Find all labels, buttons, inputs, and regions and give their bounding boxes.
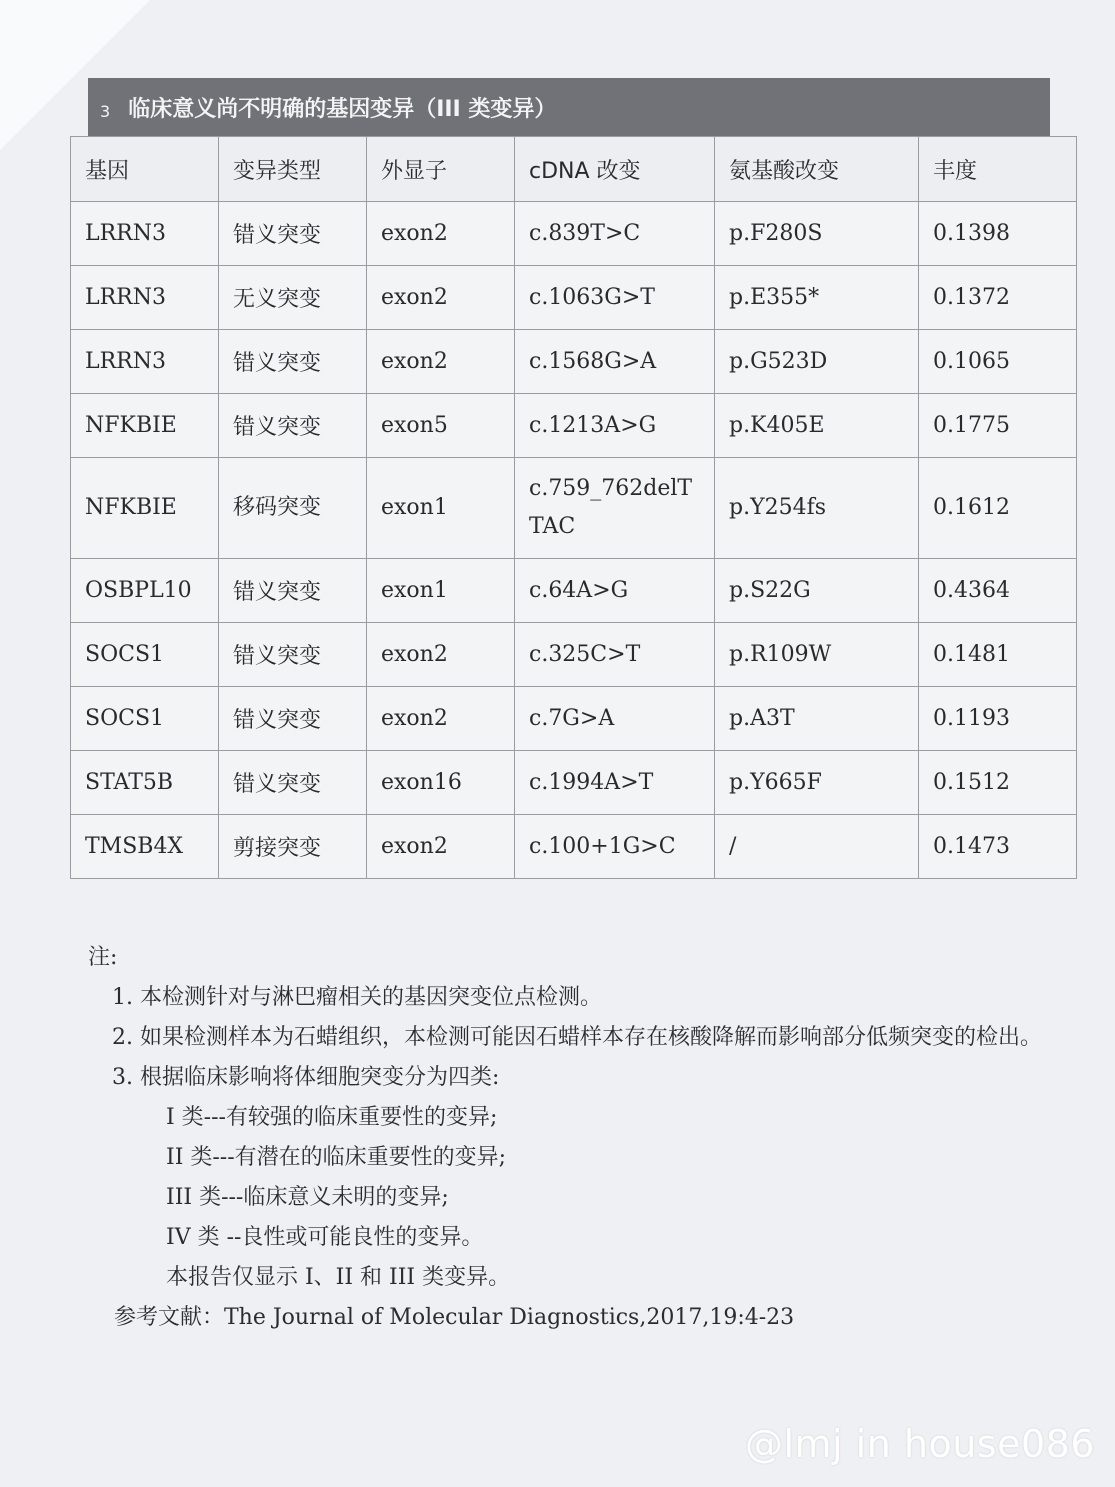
section-number: 3 — [100, 101, 111, 121]
cell-amino-acid: p.E355* — [715, 266, 919, 330]
cell-cdna: c.100+1G>C — [515, 815, 715, 879]
cell-cdna: c.1568G>A — [515, 330, 715, 394]
cell-cdna: c.325C>T — [515, 623, 715, 687]
cell-gene: NFKBIE — [71, 458, 219, 559]
cell-variant-type: 错义突变 — [219, 687, 367, 751]
cell-exon: exon16 — [367, 751, 515, 815]
table-row — [71, 687, 1077, 751]
cell-amino-acid: p.G523D — [715, 330, 919, 394]
note-class-1: I 类---有较强的临床重要性的变异; — [166, 1105, 498, 1130]
cell-cdna: c.1994A>T — [515, 751, 715, 815]
cell-variant-type: 错义突变 — [219, 202, 367, 266]
notes-label: 注: — [88, 945, 118, 970]
cell-amino-acid: p.K405E — [715, 394, 919, 458]
cell-exon: exon2 — [367, 330, 515, 394]
cell-gene: SOCS1 — [71, 623, 219, 687]
cell-exon: exon1 — [367, 559, 515, 623]
cell-amino-acid: p.F280S — [715, 202, 919, 266]
notes-section — [88, 938, 1078, 1338]
cell-abundance: 0.1372 — [919, 266, 1077, 330]
cell-gene: SOCS1 — [71, 687, 219, 751]
note-class-4: IV 类 --良性或可能良性的变异。 — [166, 1225, 484, 1250]
cell-gene: TMSB4X — [71, 815, 219, 879]
cell-cdna: c.7G>A — [515, 687, 715, 751]
cell-abundance: 0.1065 — [919, 330, 1077, 394]
header-amino-acid-change: 氨基酸改变 — [715, 137, 919, 202]
note-class-3: III 类---临床意义未明的变异; — [166, 1185, 449, 1210]
cell-gene: LRRN3 — [71, 266, 219, 330]
cell-cdna: c.839T>C — [515, 202, 715, 266]
header-exon: 外显子 — [367, 137, 515, 202]
table-header-row — [71, 137, 1077, 202]
watermark: @lmj in house086 — [744, 1422, 1095, 1466]
cell-variant-type: 移码突变 — [219, 458, 367, 559]
cell-variant-type: 错义突变 — [219, 394, 367, 458]
cell-amino-acid: p.S22G — [715, 559, 919, 623]
cell-exon: exon1 — [367, 458, 515, 559]
note-item-2: 2. 如果检测样本为石蜡组织，本检测可能因石蜡样本存在核酸降解而影响部分低频突变的检出。 — [112, 1025, 1042, 1050]
cell-variant-type: 错义突变 — [219, 330, 367, 394]
cell-abundance: 0.1775 — [919, 394, 1077, 458]
table-row — [71, 394, 1077, 458]
section-header — [88, 78, 1050, 136]
cell-abundance: 0.1612 — [919, 458, 1077, 559]
variants-table — [70, 136, 1077, 879]
note-item-1: 1. 本检测针对与淋巴瘤相关的基因突变位点检测。 — [112, 985, 602, 1010]
cell-cdna: c.1063G>T — [515, 266, 715, 330]
cell-exon: exon5 — [367, 394, 515, 458]
table-row — [71, 559, 1077, 623]
table-row — [71, 623, 1077, 687]
cell-amino-acid: p.Y254fs — [715, 458, 919, 559]
note-report-scope: 本报告仅显示 I、II 和 III 类变异。 — [166, 1265, 511, 1290]
header-variant-type: 变异类型 — [219, 137, 367, 202]
cell-abundance: 0.1398 — [919, 202, 1077, 266]
cell-variant-type: 剪接突变 — [219, 815, 367, 879]
cell-exon: exon2 — [367, 815, 515, 879]
cell-variant-type: 错义突变 — [219, 751, 367, 815]
cell-amino-acid: / — [715, 815, 919, 879]
table-row — [71, 202, 1077, 266]
header-cdna-change: cDNA 改变 — [515, 137, 715, 202]
note-item-3: 3. 根据临床影响将体细胞突变分为四类: — [112, 1065, 500, 1090]
cell-exon: exon2 — [367, 266, 515, 330]
cell-amino-acid: p.Y665F — [715, 751, 919, 815]
cell-gene: OSBPL10 — [71, 559, 219, 623]
reference: 参考文献：The Journal of Molecular Diagnostics,2017,19:4-23 — [114, 1305, 795, 1330]
table-row — [71, 815, 1077, 879]
cell-cdna: c.759_762delTTAC — [515, 458, 715, 559]
cell-exon: exon2 — [367, 623, 515, 687]
table-row — [71, 330, 1077, 394]
cell-abundance: 0.1481 — [919, 623, 1077, 687]
cell-gene: LRRN3 — [71, 202, 219, 266]
cell-exon: exon2 — [367, 202, 515, 266]
header-abundance: 丰度 — [919, 137, 1077, 202]
cell-exon: exon2 — [367, 687, 515, 751]
cell-abundance: 0.1473 — [919, 815, 1077, 879]
note-class-2: II 类---有潜在的临床重要性的变异; — [166, 1145, 507, 1170]
table-row — [71, 458, 1077, 559]
cell-variant-type: 错义突变 — [219, 559, 367, 623]
section-title: 临床意义尚不明确的基因变异（III 类变异） — [128, 96, 557, 122]
cell-gene: STAT5B — [71, 751, 219, 815]
cell-cdna: c.64A>G — [515, 559, 715, 623]
header-gene: 基因 — [71, 137, 219, 202]
cell-variant-type: 无义突变 — [219, 266, 367, 330]
cell-abundance: 0.1512 — [919, 751, 1077, 815]
cell-cdna: c.1213A>G — [515, 394, 715, 458]
table-row — [71, 751, 1077, 815]
cell-gene: NFKBIE — [71, 394, 219, 458]
cell-gene: LRRN3 — [71, 330, 219, 394]
cell-abundance: 0.4364 — [919, 559, 1077, 623]
cell-abundance: 0.1193 — [919, 687, 1077, 751]
cell-variant-type: 错义突变 — [219, 623, 367, 687]
table-row — [71, 266, 1077, 330]
cell-amino-acid: p.A3T — [715, 687, 919, 751]
cell-amino-acid: p.R109W — [715, 623, 919, 687]
